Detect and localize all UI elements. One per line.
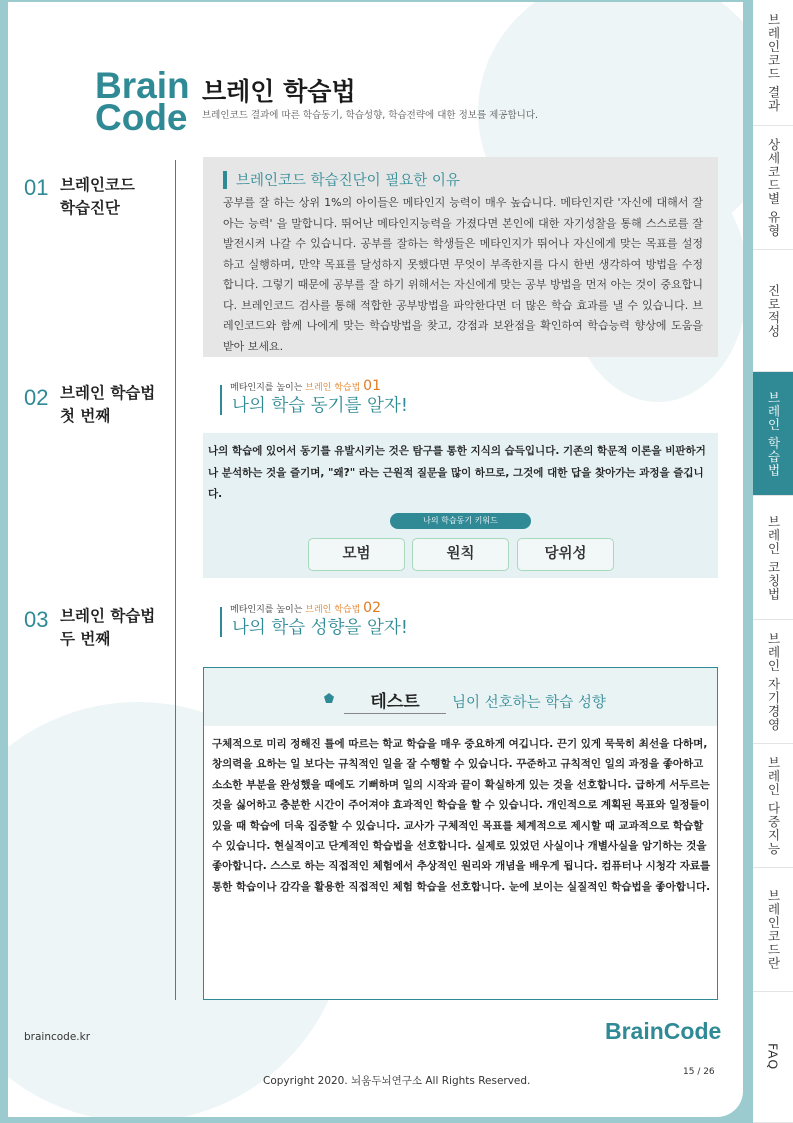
braincode-logo: Brain Code [95, 65, 190, 138]
tab-self-management[interactable]: 브레인 자기경영 [753, 620, 793, 744]
tab-brain-coaching[interactable]: 브레인 코칭법 [753, 496, 793, 620]
section-number: 03 [24, 607, 49, 632]
pentagon-icon [324, 693, 334, 703]
preference-label: 님이 선호하는 학습 성향 [452, 695, 606, 711]
tendency-title: 나의 학습 성향을 알자! [232, 618, 408, 638]
diagnosis-box [203, 157, 718, 357]
tendency-text: 구체적으로 미리 정해진 틀에 따르는 학교 학습을 매우 중요하게 여깁니다. 끈기 있게 묵묵히 최선을 다하며, 창의력을 요하는 일 보다는 규칙적인 일을 잘 수행할 수 있습니다. 꾸준하고 규칙적인 일의 과정을 좋아하고 소소한 부분을 완성했을 때에도 기뻐하며 일의 시작과 끝이 확실하게 있는 것을 선호합니다. 급하게 서두르는 것을 싫어하고 충분한 시간이 주어져야 효과적인 학습을 할 수 있습니다. 개인적으로 계획된 목표와 일정들이 있을 때 학습에 더욱 집중할 수 있습니다. 교사가 구체적인 목표를 체계적으로 제시할 때 교과적으로 학습할 수 있습니다. 현실적이고 단계적인 학습법을 선호합니다. 실제로 있었던 사실이나 개별사실을 암기하는 것을 좋아합니다. 스스로 하는 직접적인 체험에서 추상적인 원리와 개념을 배우게 됩니다. 컴퓨터나 시청각 자료를 통한 학습이나 감각을 활용한 직접적인 체험 학습을 선호합니다. 눈에 보이는 실질적인 학습법을 좋아합니다. [212, 738, 711, 893]
heading-bar [223, 171, 227, 189]
motivation-box [203, 433, 718, 578]
heading-bar [220, 385, 222, 415]
page-subtitle: 브레인코드 결과에 따른 학습동기, 학습성향, 학습전략에 대한 정보를 제공합니다. [202, 110, 539, 121]
tab-detail-type[interactable]: 상세코드별 유형 [753, 126, 793, 250]
user-name: 테스트 [344, 687, 446, 714]
heading-bar [220, 607, 222, 637]
keyword-chip[interactable]: 원칙 [412, 538, 509, 571]
motivation-text: 나의 학습에 있어서 동기를 유발시키는 것은 탐구를 통한 지식의 습득입니다. 기존의 학문적 이론을 비판하거나 분석하는 것을 즐기며, "왜?" 라는 근원적 질문을 많이 하므로, 그것에 대한 답을 찾아가는 과정을 즐깁니다. [208, 445, 706, 500]
copyright: Copyright 2020. 뇌움두뇌연구소 All Rights Reserved. [263, 1075, 531, 1087]
motivation-title: 나의 학습 동기를 알자! [232, 396, 408, 416]
tab-about-braincode[interactable]: 브레인코드란 [753, 868, 793, 992]
section-label: 브레인 학습법 두 번째 [60, 607, 156, 648]
tab-brain-learning[interactable]: 브레인 학습법 [753, 372, 793, 496]
side-nav [753, 0, 793, 1123]
section-number: 02 [24, 385, 49, 410]
section-divider [175, 160, 176, 1000]
section-label: 브레인 학습법 첫 번째 [60, 384, 156, 425]
footer-logo: BrainCode [605, 1018, 722, 1044]
page-title: 브레인 학습법 [202, 77, 356, 106]
tab-career[interactable]: 진로적성 [753, 250, 793, 372]
tab-braincode-result[interactable]: 브레인코드 결과 [753, 0, 793, 126]
footer-url[interactable]: braincode.kr [24, 1031, 91, 1043]
keyword-chip[interactable]: 모범 [308, 538, 405, 571]
diagnosis-heading: 브레인코드 학습진단이 필요한 이유 [236, 173, 460, 189]
diagnosis-text: 공부를 잘 하는 상위 1%의 아이들은 메타인지 능력이 매우 높습니다. 메타인지란 '자신에 대해서 잘 아는 능력' 을 말합니다. 뛰어난 메타인지능력을 가졌다면 본인에 대한 자기성찰을 통해 스스로를 잘 발전시켜 나갈 수 있습니다. 공부를 잘하는 학생들은 메타인지가 뛰어나 자신에게 맞는 목표를 설정하고 실행하며, 만약 목표를 달성하지 못했다면 무엇이 부족한지를 다시 한번 생각하여 방법을 수정합니다. 그렇기 때문에 공부를 잘 하기 위해서는 자신에게 맞는 공부 방법을 먼저 아는 것이 중요합니다. 브레인코드 검사를 통해 적합한 공부방법을 파악한다면 더 많은 학습 효과를 낼 수 있습니다. 브레인코드와 함께 나에게 맞는 학습방법을 찾고, 강점과 보완점을 확인하여 학습능력 향상에 도움을 받아 보세요. [223, 196, 703, 353]
keyword-label: 나의 학습동기 키워드 [390, 513, 531, 529]
page-number: 15 / 26 [683, 1067, 715, 1077]
tab-multiple-intelligence[interactable]: 브레인 다중지능 [753, 744, 793, 868]
section-number: 01 [24, 175, 49, 200]
tab-faq[interactable]: FAQ [753, 992, 793, 1123]
keyword-chip[interactable]: 당위성 [517, 538, 614, 571]
section-label: 브레인코드 학습진단 [60, 176, 135, 217]
tendency-box [203, 667, 718, 1000]
tendency-box-header [204, 668, 717, 726]
